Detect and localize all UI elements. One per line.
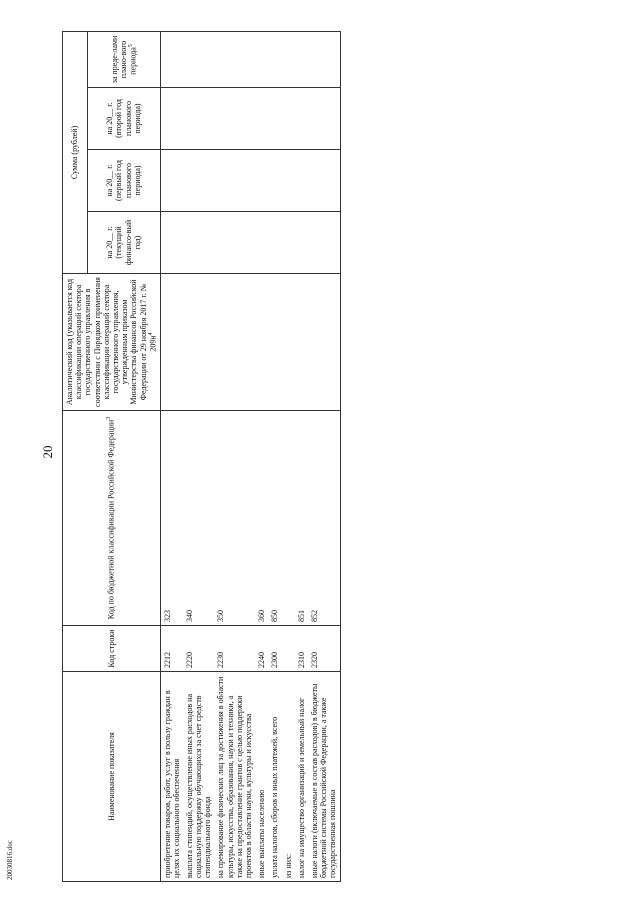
row-bk: 360	[255, 411, 268, 626]
row-beyond	[268, 31, 281, 87]
row-year2	[295, 150, 308, 212]
row-year2	[308, 150, 340, 212]
row-year2	[160, 150, 183, 212]
page-number: 20	[40, 445, 55, 459]
header-bk-code: Код по бюджетной классификации Российской Федерации$^3$	[63, 411, 161, 626]
row-analytic	[183, 274, 215, 411]
table-row	[255, 31, 268, 881]
row-year1	[160, 212, 183, 274]
row-beyond	[214, 31, 255, 87]
row-year3	[268, 88, 281, 150]
header-beyond: за преде-лами плано-вого периода$^5$	[87, 31, 160, 87]
row-bk: 852	[308, 411, 340, 626]
table-row	[160, 31, 183, 881]
row-beyond	[282, 31, 295, 87]
row-beyond	[295, 31, 308, 87]
row-code: 2320	[308, 626, 340, 672]
row-year3	[255, 88, 268, 150]
row-name: иные налоги (включаемые в состав расходов) в бюджеты бюджетной системы Российской Федерации, а также государственная пошлина	[308, 672, 340, 882]
row-year2	[255, 150, 268, 212]
header-year1: на 20__ г. (текущий финансо-вый год)	[87, 212, 160, 274]
row-bk: 323	[160, 411, 183, 626]
row-code: 2212	[160, 626, 183, 672]
row-year3	[308, 88, 340, 150]
row-code: 2310	[295, 626, 308, 672]
row-code	[282, 626, 295, 672]
table-row	[183, 31, 215, 881]
header-sum: Сумма (рублей)	[63, 31, 88, 273]
row-name: налог на имущество организаций и земельный налог	[295, 672, 308, 882]
header-line-code: Код строки	[63, 626, 161, 672]
row-year1	[282, 212, 295, 274]
row-code: 2240	[255, 626, 268, 672]
row-bk: 850	[268, 411, 281, 626]
row-name: иные выплаты населению	[255, 672, 268, 882]
row-bk	[282, 411, 295, 626]
row-year2	[282, 150, 295, 212]
row-year1	[308, 212, 340, 274]
row-year2	[214, 150, 255, 212]
row-year1	[214, 212, 255, 274]
bk-code-footnote: 3	[106, 416, 113, 420]
row-name: на премирование физических лиц за достижения в области культуры, искусства, образования, науки и техники, а также на предоставление грантов с целью поддержки проектов в области науки, культуры и искусства	[214, 672, 255, 882]
footer-document-code: 20030816.doc	[6, 840, 14, 880]
row-year1	[183, 212, 215, 274]
row-year3	[160, 88, 183, 150]
row-analytic	[282, 274, 295, 411]
row-beyond	[160, 31, 183, 87]
row-code: 2230	[214, 626, 255, 672]
row-name: приобретение товаров, работ, услуг в пользу граждан в целях их социального обеспечения	[160, 672, 183, 882]
header-year2: на 20__ г. (первый год планового периода)	[87, 150, 160, 212]
row-analytic	[268, 274, 281, 411]
table-row	[295, 31, 308, 881]
financial-indicators-table	[62, 31, 341, 882]
row-beyond	[255, 31, 268, 87]
rotated-table-container	[62, 32, 617, 882]
row-beyond	[308, 31, 340, 87]
row-name: уплата налогов, сборов и иных платежей, всего	[268, 672, 281, 882]
row-analytic	[295, 274, 308, 411]
row-year3	[183, 88, 215, 150]
row-name: выплата стипендий, осуществление иных расходов на социальную поддержку обучающихся за счет средств стипендиального фонда	[183, 672, 215, 882]
row-analytic	[308, 274, 340, 411]
row-year1	[295, 212, 308, 274]
table-row	[308, 31, 340, 881]
table-row	[268, 31, 281, 881]
row-year1	[268, 212, 281, 274]
row-year2	[268, 150, 281, 212]
row-year1	[255, 212, 268, 274]
header-name: Наименование показателя	[63, 672, 161, 882]
row-beyond	[183, 31, 215, 87]
analytic-code-footnote: 4	[147, 332, 154, 336]
row-analytic	[160, 274, 183, 411]
header-analytic-code: Аналитический код (указывается код классификации операций сектора государственного управления в соответствии с Порядком применения классификации операций сектора государственного управления, утвержденным приказом Министерства финансов Российской Федерации от 29 ноября 2017 г. № $209н^4$	[63, 274, 161, 411]
row-bk: 851	[295, 411, 308, 626]
row-bk: 350	[214, 411, 255, 626]
row-year3	[282, 88, 295, 150]
table-row	[282, 31, 295, 881]
table-row	[214, 31, 255, 881]
row-year2	[183, 150, 215, 212]
row-bk: 340	[183, 411, 215, 626]
row-year3	[214, 88, 255, 150]
header-row	[63, 31, 88, 881]
beyond-footnote: 5	[127, 44, 134, 48]
row-analytic	[255, 274, 268, 411]
header-year3: на 20__ г. (второй год планового периода)	[87, 88, 160, 150]
row-code: 2300	[268, 626, 281, 672]
row-name: из них:	[282, 672, 295, 882]
row-code: 2220	[183, 626, 215, 672]
row-analytic	[214, 274, 255, 411]
row-year3	[295, 88, 308, 150]
